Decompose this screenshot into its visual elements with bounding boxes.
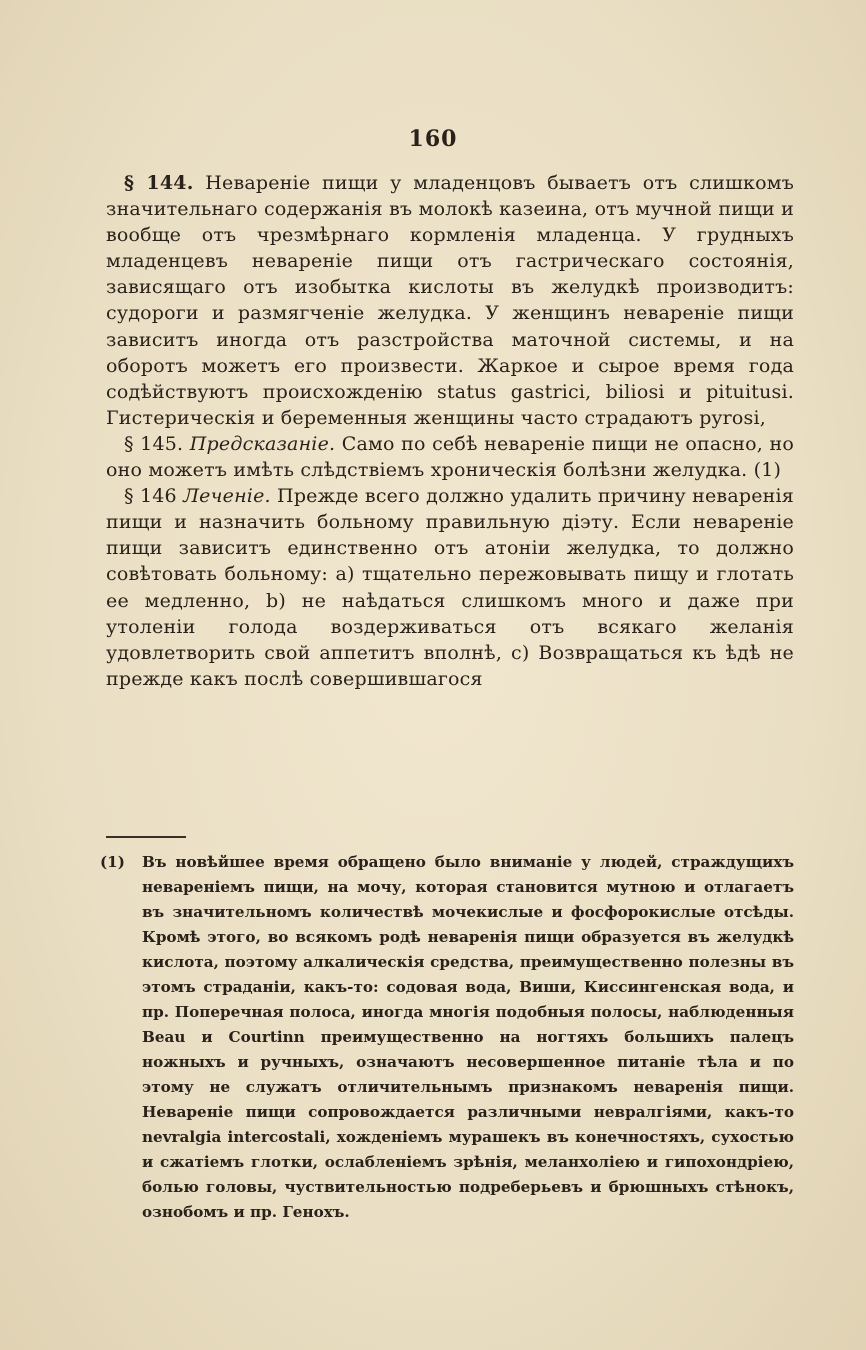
footnote: [100, 850, 794, 1225]
paragraph-text: Прежде всего должно удалить причину неваренiя пищи и назначить больному правильную дiэту. Если неваренiе пищи зависитъ единственно отъ атонiи желудка, то должно совѣтовать больному: a) тщательно пережовывать пищу и глотать ее медленно, b) не наѣдаться слишкомъ много и даже при утоленiи голода воздерживаться отъ всякаго желанiя удовлетворить свой аппетитъ вполнѣ, c) Возвращаться къ ѣдѣ не прежде какъ послѣ совершившагося: [106, 485, 794, 690]
section-number: § 146: [124, 485, 177, 508]
section-number: § 145.: [124, 432, 184, 455]
paragraph-144: [106, 170, 794, 431]
footnote-divider: [106, 836, 186, 838]
section-number: § 144.: [124, 172, 194, 194]
section-title: Леченiе.: [183, 485, 271, 508]
footnote-text: Въ новѣйшее время обращено было вниманiе у людей, страждущихъ неваренiемъ пищи, на мочу, которая становится мутною и отлагаетъ въ значительномъ количествѣ мочекислые и фосфорокислые отсѣды. Кромѣ этого, во всякомъ родѣ неваренiя пищи образуется въ желудкѣ кислота, поэтому алкалическiя средства, преимущественно полезны въ этомъ страданiи, какъ-то: содовая вода, Виши, Киссингенская вода, и пр. Поперечная полоса, иногда многiя подобныя полосы, наблюденныя Beau и Courtinn преимущественно на ногтяхъ большихъ палецъ ножныхъ и ручныхъ, означаютъ несовершенное питанiе тѣла и по этому не служатъ отличительнымъ признакомъ неваренiя пищи. Неваренiе пищи сопровождается различными невралгiями, какъ-то nevralgia intercostali, хожденiемъ мурашекъ въ конечностяхъ, сухостью и сжатiемъ глотки, ослабленiемъ зрѣнiя, меланхолiею и гипохондрiею, болью головы, чуствительностью подреберьевъ и брюшныхъ стѣнокъ, ознобомъ и пр. Генохъ.: [142, 853, 794, 1221]
main-text: [106, 170, 794, 692]
paragraph-text: Неваренiе пищи у младенцовъ бываетъ отъ слишкомъ значительнаго содержанiя въ молокѣ казеина, отъ мучной пищи и вообще отъ чрезмѣрнаго кормленiя младенца. У грудныхъ младенцевъ неваренiе пищи отъ гастрическаго состоянiя, зависящаго отъ изобытка кислоты въ желудкѣ производитъ: судороги и размягченiе желудка. У женщинъ неваренiе пищи зависитъ иногда отъ разстройства маточной системы, и на оборотъ можетъ его произвести. Жаркое и сырое время года содѣйствуютъ происхожденiю status gastrici, biliosi и pituitusi. Гистерическiя и беременныя женщины часто страдаютъ pyrosi,: [106, 172, 794, 429]
paragraph-146: [106, 483, 794, 692]
paragraph-text: Само по себѣ неваренiе пищи не опасно, но оно можетъ имѣть слѣдствiемъ хроническiя болѣзни желудка. (1): [106, 432, 795, 482]
section-title: Предсказанiе.: [189, 432, 336, 455]
page-number: 160: [408, 126, 458, 152]
footnote-marker: (1): [100, 853, 125, 871]
paragraph-145: [106, 431, 794, 483]
